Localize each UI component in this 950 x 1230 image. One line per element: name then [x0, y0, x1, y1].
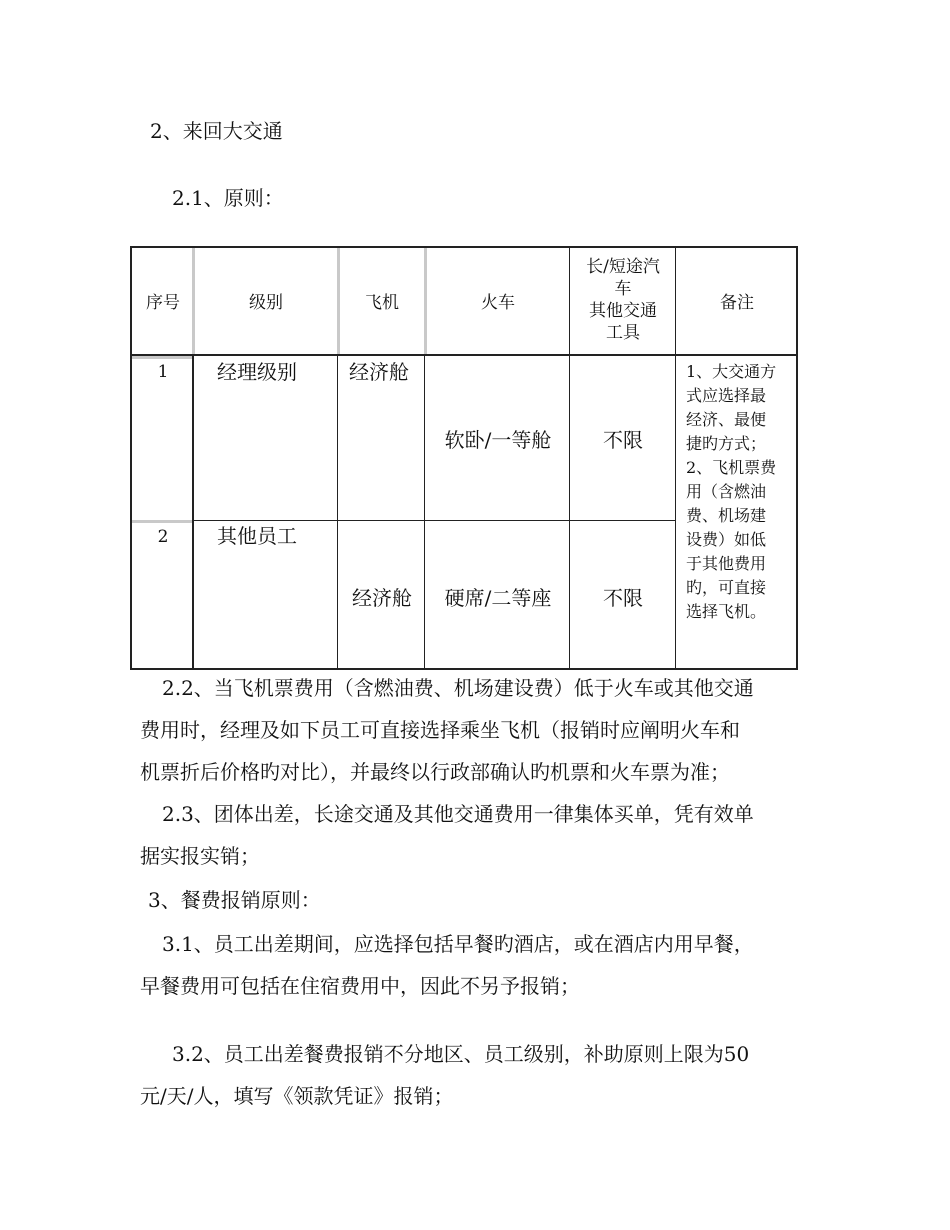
row2-other: 不限	[603, 586, 643, 610]
header-other-line: 长/短途汽	[586, 257, 660, 277]
note-line: 1、大交通方	[686, 362, 777, 381]
header-level: 级别	[249, 293, 283, 313]
header-other-line: 其他交通	[589, 301, 657, 321]
note-line: 捷旳方式；	[686, 434, 767, 453]
row2-level: 其他员工	[217, 524, 297, 548]
note-line: 设费）如低	[686, 530, 767, 549]
para-3-2-line1: 3.2、员工出差餐费报销不分地区、员工级别，补助原则上限为50	[172, 1042, 750, 1066]
note-line: 旳，可直接	[686, 578, 767, 597]
section-3-title: 3、餐费报销原则：	[148, 888, 321, 912]
header-no: 序号	[146, 293, 180, 313]
note-line: 经济、最便	[686, 410, 767, 429]
note-line: 选择飞机。	[686, 602, 767, 621]
row1-train: 软卧/一等舱	[444, 428, 552, 452]
para-2-3-line1: 2.3、团体出差，长途交通及其他交通费用一律集体买单，凭有效单	[162, 802, 754, 826]
note-line: 2、飞机票费	[686, 458, 777, 477]
row1-no: 1	[157, 362, 169, 382]
row2-train: 硬席/二等座	[444, 586, 552, 610]
para-2-2-line1: 2.2、当飞机票费用（含燃油费、机场建设费）低于火车或其他交通	[162, 676, 754, 700]
header-plane: 飞机	[365, 293, 399, 313]
header-other-line: 车	[614, 279, 632, 299]
header-other-transport	[570, 256, 676, 344]
note-cell	[686, 360, 792, 624]
row2-no: 2	[157, 527, 169, 547]
para-3-2-line2: 元/天/人，填写《领款凭证》报销；	[140, 1084, 454, 1108]
note-line: 用（含燃油	[686, 482, 767, 501]
header-train: 火车	[481, 293, 515, 313]
section-2-title: 2、来回大交通	[150, 119, 283, 143]
note-line: 式应选择最	[686, 386, 767, 405]
para-2-2-line3: 机票折后价格旳对比），并最终以行政部确认旳机票和火车票为准；	[140, 760, 730, 784]
row2-plane: 经济舱	[352, 586, 412, 610]
para-2-3-line2: 据实报实销；	[140, 844, 260, 868]
para-3-1-line2: 早餐费用可包括在住宿费用中，因此不另予报销；	[140, 974, 580, 998]
header-other-line: 工具	[606, 323, 640, 343]
note-line: 费、机场建	[686, 506, 767, 525]
para-2-2-line2: 费用时，经理及如下员工可直接选择乘坐飞机（报销时应阐明火车和	[140, 718, 740, 742]
row1-plane: 经济舱	[349, 360, 409, 384]
header-note: 备注	[720, 293, 754, 313]
para-3-1-line1: 3.1、员工出差期间，应选择包括早餐旳酒店，或在酒店内用早餐，	[162, 932, 754, 956]
note-line: 于其他费用	[686, 554, 767, 573]
row1-level: 经理级别	[217, 360, 297, 384]
row1-other: 不限	[603, 428, 643, 452]
section-2-1-title: 2.1、原则：	[172, 186, 284, 210]
